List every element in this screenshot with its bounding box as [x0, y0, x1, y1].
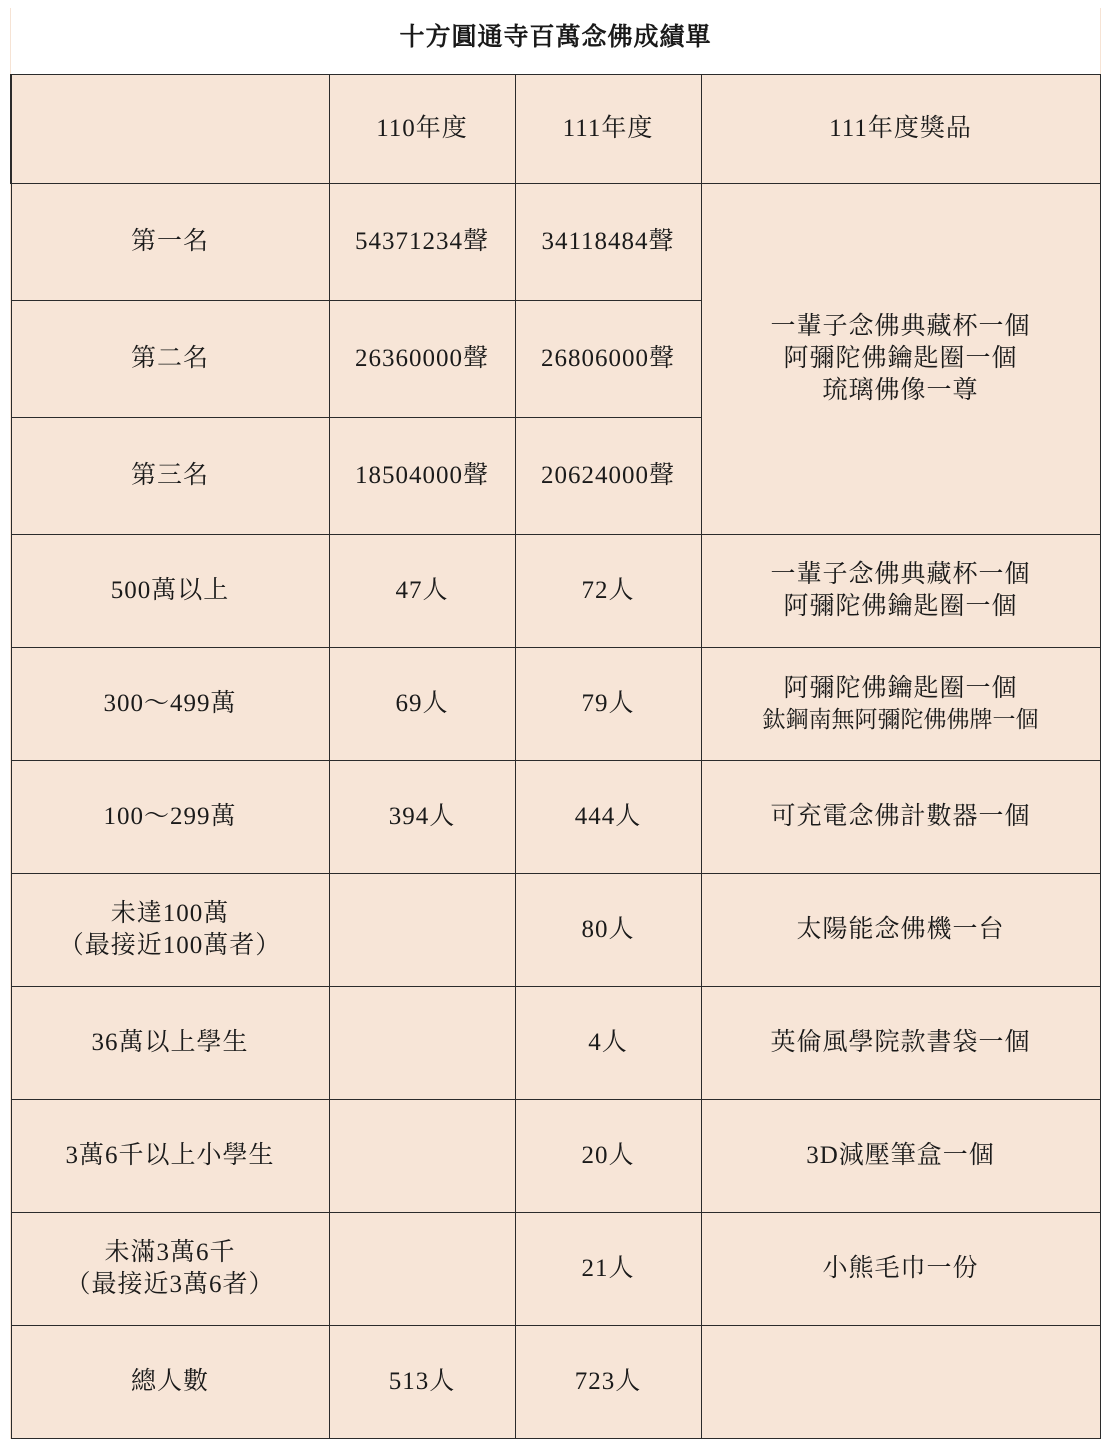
cell-y110-pupil-36k — [329, 1100, 515, 1213]
cell-y110-second-place: 26360000聲 — [329, 301, 515, 418]
cell-y111-100-299: 444人 — [515, 761, 701, 874]
cell-prize-pupil-36k: 3D減壓筆盒一個 — [701, 1100, 1100, 1213]
cell-prize-student-360k: 英倫風學院款書袋一個 — [701, 987, 1100, 1100]
cell-y110-total: 513人 — [329, 1326, 515, 1439]
table-row — [11, 1100, 1100, 1213]
cell-prize-100-299: 可充電念佛計數器一個 — [701, 761, 1100, 874]
header-prize111: 111年度獎品 — [701, 75, 1100, 184]
prize-line-1: 阿彌陀佛鑰匙圈一個 — [783, 675, 1018, 703]
row-label-under-1m — [11, 874, 329, 987]
row-label-pupil-36k: 3萬6千以上小學生 — [11, 1100, 329, 1213]
cell-y111-300-499: 79人 — [515, 648, 701, 761]
cell-prize-under-36k: 小熊毛巾一份 — [701, 1213, 1100, 1326]
cell-y111-total: 723人 — [515, 1326, 701, 1439]
cell-y111-pupil-36k: 20人 — [515, 1100, 701, 1213]
prize-line-2: 阿彌陀佛鑰匙圈一個 — [783, 593, 1018, 620]
cell-prize-total — [701, 1326, 1100, 1439]
header-year111: 111年度 — [515, 75, 701, 184]
row-label-total: 總人數 — [11, 1326, 329, 1439]
row-label-100-299: 100〜299萬 — [11, 761, 329, 874]
row-label-under-36k — [11, 1213, 329, 1326]
page-title: 十方圓通寺百萬念佛成績單 — [11, 8, 1100, 75]
cell-y111-student-360k: 4人 — [515, 987, 701, 1100]
cell-y110-100-299: 394人 — [329, 761, 515, 874]
results-table — [10, 8, 1101, 1439]
table-header-row — [11, 75, 1100, 184]
cell-prize-above-5m — [701, 535, 1100, 648]
row-label-line-1: 未達100萬 — [110, 900, 230, 927]
table-row — [11, 761, 1100, 874]
row-label-second-place: 第二名 — [11, 301, 329, 418]
cell-prize-under-1m: 太陽能念佛機一台 — [701, 874, 1100, 987]
cell-y111-under-1m: 80人 — [515, 874, 701, 987]
row-label-above-5m: 500萬以上 — [11, 535, 329, 648]
table-row-total — [11, 1326, 1100, 1439]
table-row — [11, 535, 1100, 648]
cell-y110-third-place: 18504000聲 — [329, 418, 515, 535]
row-label-line-2: （最接近3萬6者） — [65, 1271, 275, 1298]
row-label-300-499: 300〜499萬 — [11, 648, 329, 761]
cell-prize-300-499 — [701, 648, 1100, 761]
cell-y110-first-place: 54371234聲 — [329, 184, 515, 301]
cell-y111-second-place: 26806000聲 — [515, 301, 701, 418]
header-blank — [11, 75, 329, 184]
prize-line-3: 琉璃佛像一尊 — [822, 377, 979, 404]
row-label-student-360k: 36萬以上學生 — [11, 987, 329, 1100]
prize-line-1: 一輩子念佛典藏杯一個 — [770, 561, 1031, 588]
prize-line-2: 鈦鋼南無阿彌陀佛佛牌一個 — [762, 707, 1039, 733]
table-row — [11, 987, 1100, 1100]
prize-line-2: 阿彌陀佛鑰匙圈一個 — [783, 345, 1018, 372]
cell-y110-student-360k — [329, 987, 515, 1100]
row-label-first-place: 第一名 — [11, 184, 329, 301]
table-row — [11, 874, 1100, 987]
cell-y111-above-5m: 72人 — [515, 535, 701, 648]
row-label-third-place: 第三名 — [11, 418, 329, 535]
cell-prize-top-three — [701, 184, 1100, 535]
cell-y111-first-place: 34118484聲 — [515, 184, 701, 301]
row-label-line-2: （最接近100萬者） — [58, 932, 282, 959]
cell-y110-under-1m — [329, 874, 515, 987]
cell-y110-300-499: 69人 — [329, 648, 515, 761]
table-row — [11, 648, 1100, 761]
header-year110: 110年度 — [329, 75, 515, 184]
cell-y111-third-place: 20624000聲 — [515, 418, 701, 535]
cell-y110-above-5m: 47人 — [329, 535, 515, 648]
row-label-line-1: 未滿3萬6千 — [104, 1239, 236, 1266]
prize-line-1: 一輩子念佛典藏杯一個 — [770, 313, 1031, 340]
cell-y111-under-36k: 21人 — [515, 1213, 701, 1326]
title-row — [11, 8, 1100, 75]
table-row — [11, 1213, 1100, 1326]
table-row — [11, 184, 1100, 301]
cell-y110-under-36k — [329, 1213, 515, 1326]
